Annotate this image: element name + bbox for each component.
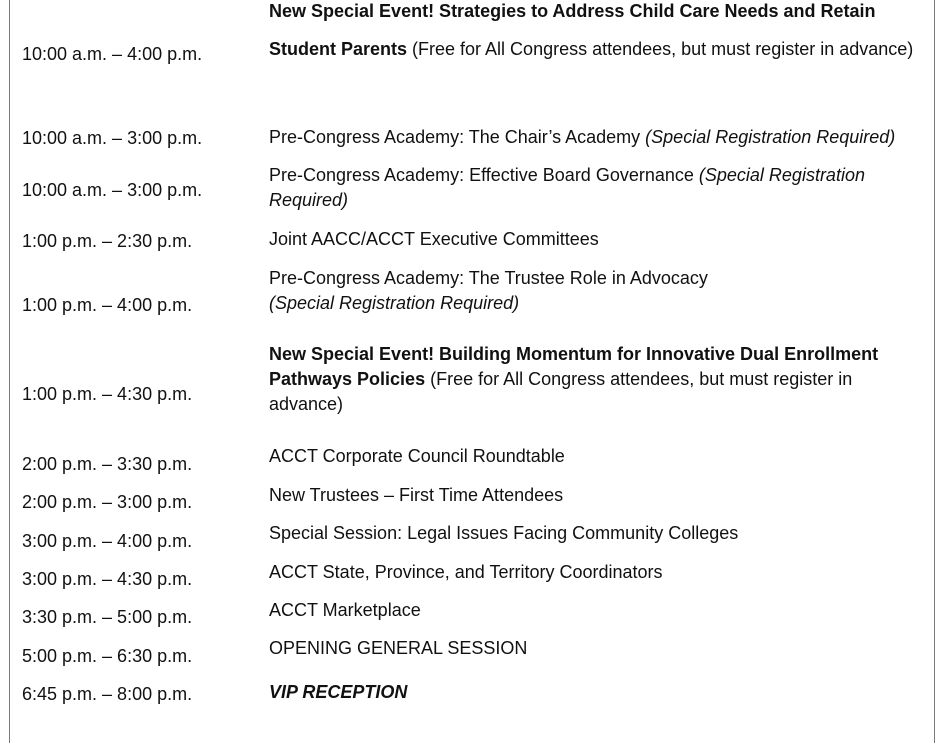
event-title: New Special Event! Building Momentum for Innovative Dual Enrollment Pathways Policies	[269, 344, 879, 389]
event-note: (Special Registration Required)	[269, 293, 520, 313]
event-title: VIP RECEPTION	[269, 682, 408, 702]
event-description	[269, 227, 924, 252]
event-title: ACCT State, Province, and Territory Coordinators	[269, 562, 663, 582]
event-title: Joint AACC/ACCT Executive Committees	[269, 229, 599, 249]
event-time: 2:00 p.m. – 3:30 p.m.	[22, 454, 193, 474]
event-time: 3:00 p.m. – 4:30 p.m.	[22, 569, 193, 589]
event-time: 6:45 p.m. – 8:00 p.m.	[22, 684, 193, 704]
event-description	[269, 342, 924, 417]
event-time: 10:00 a.m. – 4:00 p.m.	[22, 44, 203, 64]
event-description	[269, 680, 924, 705]
event-title: OPENING GENERAL SESSION	[269, 638, 528, 658]
event-title: New Special Event! Strategies to Address Child Care Needs and Retain Student Parents	[269, 1, 876, 59]
event-title: New Trustees – First Time Attendees	[269, 485, 564, 505]
event-time: 1:00 p.m. – 4:30 p.m.	[22, 384, 193, 404]
event-title: ACCT Marketplace	[269, 600, 421, 620]
event-time: 10:00 a.m. – 3:00 p.m.	[22, 128, 203, 148]
event-note: (Special Registration Required)	[645, 127, 896, 147]
event-time: 3:30 p.m. – 5:00 p.m.	[22, 607, 193, 627]
event-description	[269, 636, 924, 661]
event-time: 2:00 p.m. – 3:00 p.m.	[22, 492, 193, 512]
event-title: ACCT Corporate Council Roundtable	[269, 446, 565, 466]
event-time: 10:00 a.m. – 3:00 p.m.	[22, 180, 203, 200]
event-time: 1:00 p.m. – 4:00 p.m.	[22, 295, 193, 315]
event-title: Pre-Congress Academy: The Chair’s Academy	[269, 127, 646, 147]
event-description	[269, 560, 924, 585]
event-time: 1:00 p.m. – 2:30 p.m.	[22, 231, 193, 251]
event-description	[269, 444, 924, 469]
event-description	[269, 163, 924, 213]
event-title: Special Session: Legal Issues Facing Community Colleges	[269, 523, 739, 543]
event-time: 5:00 p.m. – 6:30 p.m.	[22, 646, 193, 666]
event-description	[269, 125, 924, 150]
event-note: (Free for All Congress attendees, but must register in advance)	[269, 369, 853, 414]
event-time: 3:00 p.m. – 4:00 p.m.	[22, 531, 193, 551]
event-description	[269, 521, 924, 546]
event-description	[269, 483, 924, 508]
event-description	[269, 0, 924, 68]
event-title: Pre-Congress Academy: The Trustee Role in Advocacy	[269, 268, 708, 288]
event-note: (Free for All Congress attendees, but must register in advance)	[407, 39, 914, 59]
event-description	[269, 266, 924, 316]
event-title: Pre-Congress Academy: Effective Board Governance	[269, 165, 699, 185]
event-note: (Special Registration Required)	[269, 165, 865, 210]
event-description	[269, 598, 924, 623]
